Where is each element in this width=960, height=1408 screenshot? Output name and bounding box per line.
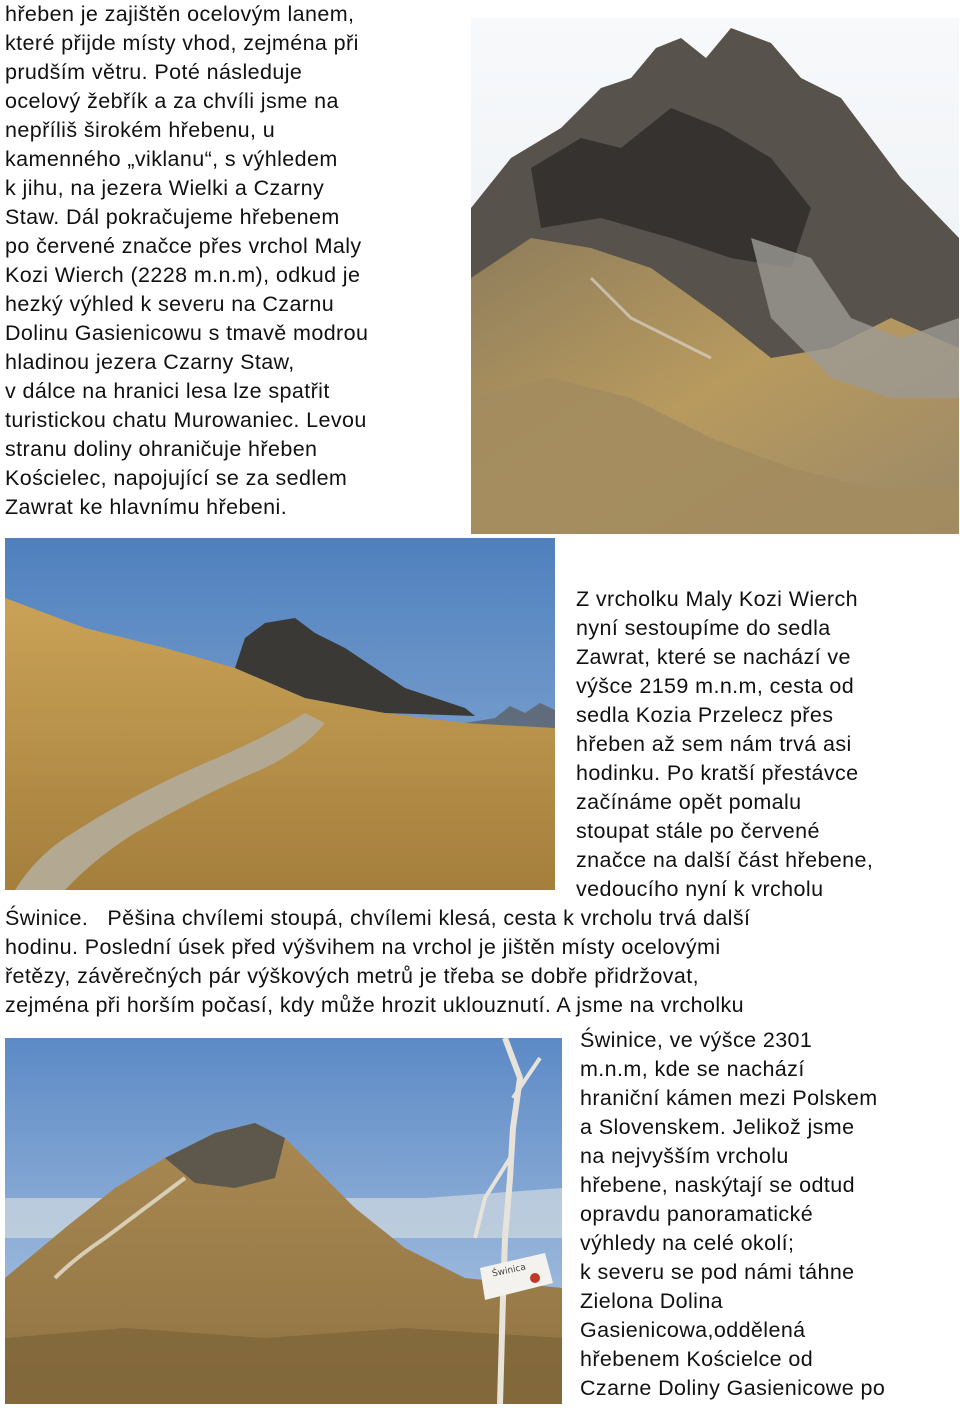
text-line: ocelový žebřík a za chvíli jsme na	[5, 89, 339, 113]
text-line: sedla Kozia Przelecz přes	[576, 703, 834, 727]
text-line: na nejvyšším vrcholu	[580, 1144, 789, 1168]
text-line: hodinu. Poslední úsek před výšvihem na vrchol je jištěn místy ocelovými	[5, 935, 721, 959]
text-line: prudším větru. Poté následuje	[5, 60, 303, 84]
text-line: po červené značce přes vrchol Maly	[5, 234, 362, 258]
text-line: začínáme opět pomalu	[576, 790, 802, 814]
text-line: Zawrat, které se nachází ve	[576, 645, 851, 669]
text-line: hřeben je zajištěn ocelovým lanem,	[5, 2, 355, 26]
text-line: Świnice, ve výšce 2301	[580, 1028, 813, 1052]
text-line: hřebene, naskýtají se odtud	[580, 1173, 855, 1197]
text-line: m.n.m, kde se nachází	[580, 1057, 805, 1081]
text-line: výhledy na celé okolí;	[580, 1231, 795, 1255]
text-line: Gasienicowa,oddělená	[580, 1318, 806, 1342]
text-line: hladinou jezera Czarny Staw,	[5, 350, 295, 374]
text-line: k jihu, na jezera Wielki a Czarny	[5, 176, 325, 200]
photo-grassy-path	[5, 538, 555, 890]
text-line: zejména při horším počasí, kdy může hrozit uklouznutí. A jsme na vrcholku	[5, 993, 745, 1017]
text-line: v dálce na hranici lesa lze spatřit	[5, 379, 330, 403]
sign-label: Świnica	[491, 1262, 527, 1280]
text-line: Zawrat ke hlavnímu hřebeni.	[5, 495, 288, 519]
text-line: Kozi Wierch (2228 m.n.m), odkud je	[5, 263, 361, 287]
text-line: řetězy, závěrečných pár výškových metrů je třeba se dobře přidržovat,	[5, 964, 699, 988]
text-line: turistickou chatu Murowaniec. Levou	[5, 408, 367, 432]
text-line: Z vrcholku Maly Kozi Wierch	[576, 587, 858, 611]
text-line: značce na další část hřebene,	[576, 848, 874, 872]
text-line: hřebenem Kościelce od	[580, 1347, 814, 1371]
text-line: a Slovenskem. Jelikož jsme	[580, 1115, 855, 1139]
text-line: k severu se pod námi táhne	[580, 1260, 855, 1284]
text-line: hraniční kámen mezi Polskem	[580, 1086, 878, 1110]
text-line: výšce 2159 m.n.m, cesta od	[576, 674, 855, 698]
text-line: které přijde místy vhod, zejména při	[5, 31, 359, 55]
text-line: kamenného „viklanu“, s výhledem	[5, 147, 338, 171]
text-line: stoupat stále po červené	[576, 819, 820, 843]
text-line: Kościelec, napojující se za sedlem	[5, 466, 348, 490]
text-line: opravdu panoramatické	[580, 1202, 814, 1226]
text-line: Staw. Dál pokračujeme hřebenem	[5, 205, 340, 229]
text-line: nyní sestoupíme do sedla	[576, 616, 831, 640]
text-line: nepříliš širokém hřebenu, u	[5, 118, 276, 142]
text-line: Zielona Dolina	[580, 1289, 724, 1313]
text-line: hodinku. Po kratší přestávce	[576, 761, 859, 785]
text-line: Świnice. Pěšina chvílemi stoupá, chvílemi klesá, cesta k vrcholu trvá další	[5, 906, 751, 930]
text-line: hezký výhled k severu na Czarnu	[5, 292, 335, 316]
photo-summit-signpost	[5, 1038, 562, 1404]
text-line: Dolinu Gasienicowu s tmavě modrou	[5, 321, 369, 345]
text-line: vedoucího nyní k vrcholu	[576, 877, 824, 901]
text-line: stranu doliny ohraničuje hřeben	[5, 437, 318, 461]
text-line: hřeben až sem nám trvá asi	[576, 732, 852, 756]
photo-rocky-ridge	[471, 18, 959, 534]
text-line: Czarne Doliny Gasienicowe po	[580, 1376, 886, 1400]
